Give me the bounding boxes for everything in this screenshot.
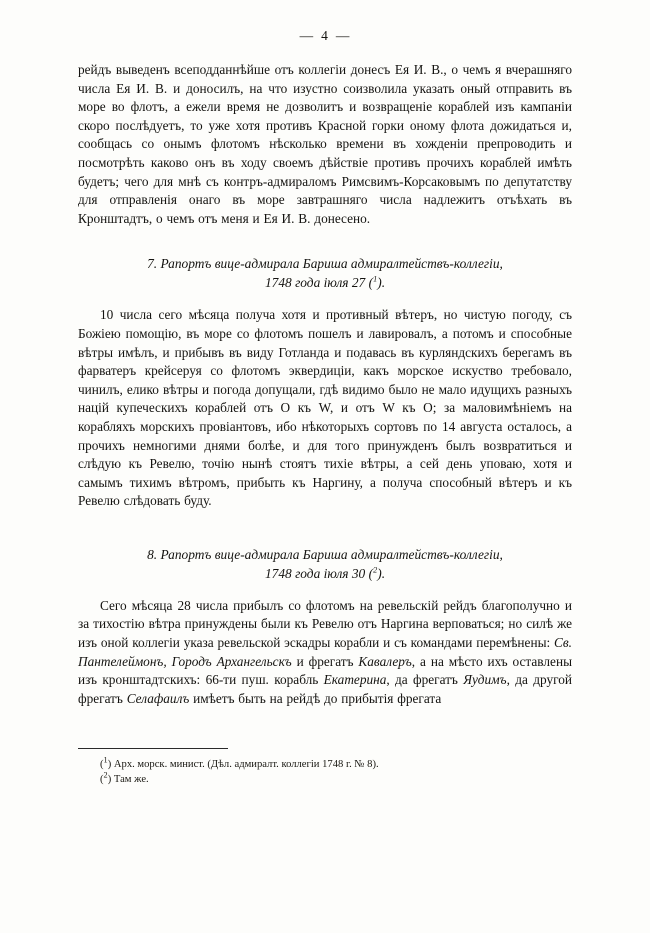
paragraph-section-7-body: 10 числа сего мѣсяца получа хотя и противный вѣтеръ, но чистую погоду, съ Божіею помощію, въ море со флотомъ пошелъ и лавировалъ, а потомъ и способные вѣтры имѣлъ, и прибывъ въ виду Готланда и подавась въ курляндскихъ берегамъ въ фарватеръ крейсеруя со флотомъ эквердиціи, какъ морское искуство требовало, чинилъ, елико вѣтры и погода допущали, гдѣ видимо было не мало идущихъ разныхъ націй купеческихъ кораблей отъ O къ W, и отъ W къ O; за маловимѣніемъ на корабляхъ морскихъ провіантовъ, ибо нѣкоторыхъ сортовъ по 14 августа осталось, а прочихъ немногими днями болѣе, и для того принужденъ былъ возвратиться и слѣдую къ Ревелю, точію нынѣ стоятъ тихіе вѣтры, а сей день уповаю, хотя и самымъ тихимъ вѣтромъ, прибыть къ Наргину, а получа способный вѣтеръ и къ Ревелю слѣдовать буду.: [78, 307, 572, 509]
section-heading-7-line1: 7. Рапортъ вице-адмирала Бариша адмиралтействъ-коллегіи,: [147, 256, 503, 272]
footnote-text-1: Арх. морск. минист. (Дѣл. адмиралт. коллегіи 1748 г. № 8).: [113, 759, 379, 771]
footnote-marker-2: 2: [103, 770, 108, 780]
footnote-item-1: ($^1$) Арх. морск. минист. (Дѣл. адмиралт. коллегіи 1748 г. № 8).: [100, 755, 379, 771]
section-8-text-1: Сего мѣсяца 28 числа прибылъ со флотомъ на ревельскій рейдъ благополучно и за тихостію вѣтра принуждены были къ Ревелю отъ Наргина верповаться; но силѣ же изъ оной коллегіи указа ревельской эскадры корабли и съ командами перемѣнены:: [78, 597, 572, 651]
paragraph-continuation: рейдъ выведенъ всеподданнѣйше отъ коллегіи донесъ Ея И. В., о чемъ я вчерашняго числа Ея И. В. и доносилъ, на что изустно соизволила указать оный отправить въ море во флотъ, а ежели время не дозволитъ и возвращеніе кораблей изъ кампаніи скоро послѣдуетъ, то уже хотя противъ Красной горки оному флота дожидаться и, сообщась со онымъ флотомъ нѣсколько времени въ хожденіи препроводить и посмотрѣть каково онъ въ ходу своемъ дѣйствіе противъ прочихъ кораблей имѣть будетъ; чего для мнѣ съ контръ-адмираломъ Римсвимъ-Корсаковымъ по депутатству для отправленія онаго въ море завтрашняго числа надлежитъ отъѣхать въ Кронштадтъ, о чемъ отъ меня и Ея И. В. донесено.: [78, 62, 572, 226]
page-content: [78, 28, 572, 787]
section-heading-8-date-post: ).: [377, 565, 386, 581]
footnote-marker-1: 1: [103, 755, 108, 765]
section-heading-8-line1: 8. Рапортъ вице-адмирала Бариша адмиралтействъ-коллегіи,: [147, 546, 503, 562]
ship-name-2: Кавалеръ: [358, 653, 412, 669]
section-8-text-5: , да другой фрегатъ: [78, 672, 572, 706]
section-heading-7-line2: [78, 273, 572, 292]
ship-name-5: Селафаилъ: [126, 690, 190, 706]
page-number-value: 4: [321, 28, 329, 43]
section-8-text-2: и фрегатъ: [291, 653, 359, 669]
page-number: [78, 28, 572, 44]
section-heading-8-date-pre: 1748 года іюля 30 (: [264, 565, 374, 581]
section-8-text-4: , да фрегатъ: [386, 672, 464, 688]
page-number-dash-left: —: [299, 28, 315, 43]
section-heading-8: [78, 545, 572, 583]
paragraph-section-8-body: [78, 597, 572, 709]
footnote-item-2: ($^2$) Там же.: [100, 770, 149, 786]
section-8-text-3: , а на мѣсто ихъ оставлены изъ кронштадтскихъ: 66-ти пуш. корабль: [78, 653, 572, 688]
ship-name-4: Яудимъ: [463, 672, 507, 688]
page-number-dash-right: —: [335, 28, 351, 43]
footnote-text-2: Там же.: [113, 774, 149, 786]
ship-name-3: Екатерина: [323, 672, 387, 688]
ship-name-1: Св. Пантелеймонъ, Городъ Архангельскъ: [78, 635, 572, 669]
section-heading-8-line2: [78, 564, 572, 583]
footnote-ref-2[interactable]: 2: [373, 565, 378, 575]
section-heading-7-date-post: ).: [377, 275, 386, 291]
footnote-block: [78, 757, 572, 787]
footnote-divider: [78, 748, 228, 749]
footnote-ref-1[interactable]: 1: [373, 274, 378, 284]
section-8-text-6: имѣетъ быть на рейдѣ до прибытія фрегата: [189, 690, 442, 706]
section-heading-7: [78, 254, 572, 292]
section-heading-7-date-pre: 1748 года іюля 27 (: [264, 275, 374, 291]
